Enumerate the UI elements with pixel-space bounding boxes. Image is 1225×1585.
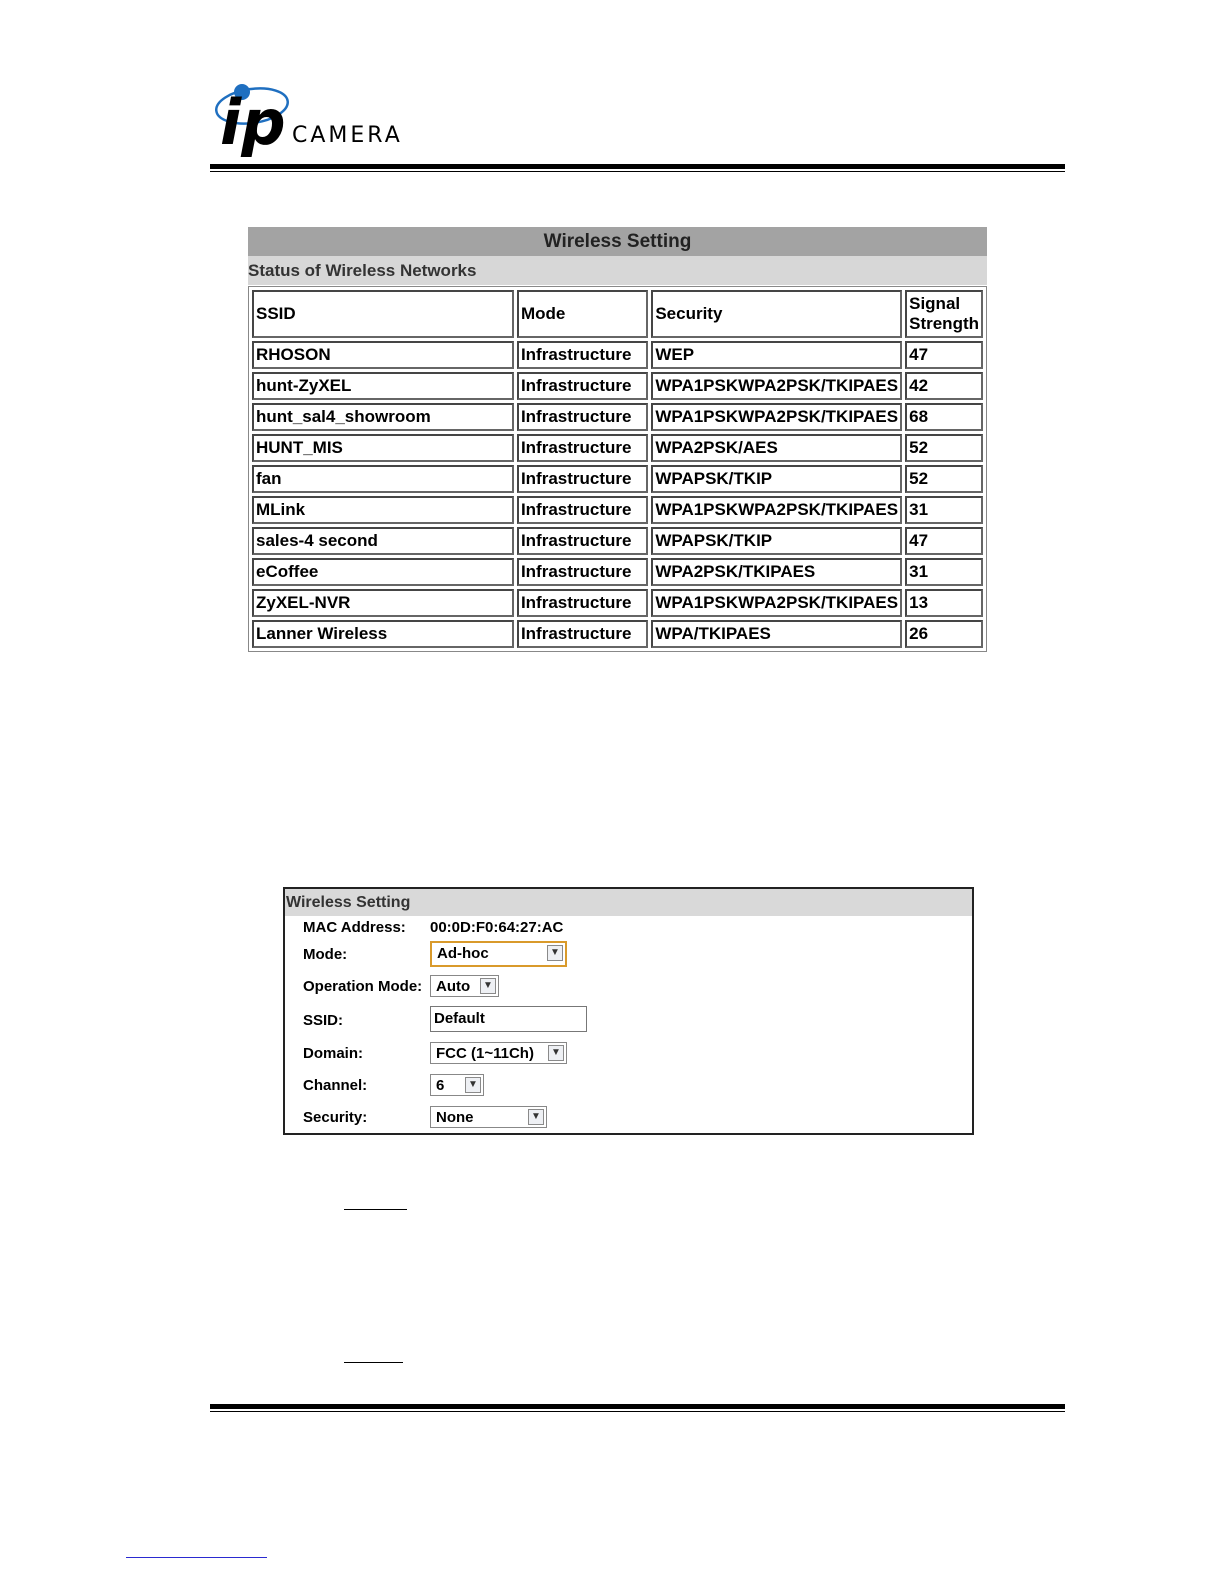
cell-ssid: HUNT_MIS [252, 434, 514, 462]
table-row [252, 589, 983, 617]
chevron-down-icon[interactable]: ▼ [480, 978, 496, 994]
cell-ssid: eCoffee [252, 558, 514, 586]
cell-security: WPA1PSKWPA2PSK/TKIPAES [651, 496, 902, 524]
cell-mode: Infrastructure [517, 372, 648, 400]
table-row [252, 403, 983, 431]
cell-ssid: MLink [252, 496, 514, 524]
underline-mark [344, 1362, 403, 1363]
panel-subtitle: Status of Wireless Networks [248, 256, 987, 285]
table-row [252, 465, 983, 493]
header-rule-thin [210, 171, 1065, 172]
panel-title: Wireless Setting [248, 227, 987, 256]
header-rule [210, 164, 1065, 169]
header-ssid: SSID [252, 290, 514, 338]
mac-label: MAC Address: [303, 919, 406, 936]
form-title: Wireless Setting [285, 889, 972, 916]
svg-text:ip: ip [220, 86, 286, 159]
security-select[interactable] [430, 1106, 547, 1128]
table-row [252, 496, 983, 524]
cell-mode: Infrastructure [517, 403, 648, 431]
cell-mode: Infrastructure [517, 527, 648, 555]
cell-mode: Infrastructure [517, 589, 648, 617]
cell-signal: 52 [905, 465, 983, 493]
header-signal-line1: Signal [909, 294, 961, 313]
cell-ssid: hunt_sal4_showroom [252, 403, 514, 431]
operation-label: Operation Mode: [303, 978, 423, 995]
cell-ssid: sales-4 second [252, 527, 514, 555]
cell-security: WPA2PSK/TKIPAES [651, 558, 902, 586]
cell-ssid: Lanner Wireless [252, 620, 514, 648]
cell-security: WPA2PSK/AES [651, 434, 902, 462]
footer-rule-thin [210, 1411, 1065, 1412]
cell-signal: 42 [905, 372, 983, 400]
security-select-value: None [436, 1109, 474, 1126]
chevron-down-icon[interactable]: ▼ [548, 1045, 564, 1061]
table-row [252, 341, 983, 369]
channel-select-value: 6 [436, 1077, 445, 1094]
cell-mode: Infrastructure [517, 465, 648, 493]
cell-mode: Infrastructure [517, 434, 648, 462]
ssid-input-value: Default [434, 1010, 485, 1027]
cell-security: WPA1PSKWPA2PSK/TKIPAES [651, 589, 902, 617]
chevron-down-icon[interactable]: ▼ [465, 1077, 481, 1093]
operation-mode-select[interactable] [430, 975, 499, 997]
chevron-down-icon[interactable]: ▼ [528, 1109, 544, 1125]
footer-rule [210, 1404, 1065, 1409]
cell-ssid: RHOSON [252, 341, 514, 369]
header-signal-line2: Strength [909, 314, 979, 333]
header-mode: Mode [517, 290, 648, 338]
cell-security: WPA1PSKWPA2PSK/TKIPAES [651, 372, 902, 400]
footer-link-underline[interactable] [126, 1557, 267, 1558]
cell-signal: 47 [905, 527, 983, 555]
ssid-label: SSID: [303, 1012, 344, 1029]
cell-mode: Infrastructure [517, 620, 648, 648]
cell-signal: 68 [905, 403, 983, 431]
cell-signal: 31 [905, 496, 983, 524]
cell-ssid: fan [252, 465, 514, 493]
cell-security: WPAPSK/TKIP [651, 465, 902, 493]
domain-select-value: FCC (1~11Ch) [436, 1045, 534, 1062]
security-label: Security: [303, 1109, 368, 1126]
cell-mode: Infrastructure [517, 558, 648, 586]
wireless-networks-panel [248, 227, 987, 652]
table-row [252, 620, 983, 648]
table-row [252, 558, 983, 586]
ssid-input[interactable] [430, 1006, 587, 1032]
table-row [252, 527, 983, 555]
mode-select[interactable] [430, 941, 567, 967]
logo-text: CAMERA [292, 123, 403, 148]
cell-signal: 13 [905, 589, 983, 617]
mode-select-value: Ad-hoc [437, 945, 489, 962]
domain-select[interactable] [430, 1042, 567, 1064]
cell-signal: 31 [905, 558, 983, 586]
networks-table [248, 286, 987, 652]
chevron-down-icon[interactable]: ▼ [547, 945, 563, 961]
underline-mark [344, 1209, 407, 1210]
cell-signal: 52 [905, 434, 983, 462]
cell-security: WEP [651, 341, 902, 369]
cell-signal: 26 [905, 620, 983, 648]
cell-ssid: ZyXEL-NVR [252, 589, 514, 617]
table-row [252, 372, 983, 400]
table-row [252, 434, 983, 462]
channel-label: Channel: [303, 1077, 368, 1094]
header-security: Security [651, 290, 902, 338]
wireless-setting-form [283, 887, 974, 1135]
ip-camera-logo [214, 78, 454, 168]
header-signal [905, 290, 983, 338]
mac-value: 00:0D:F0:64:27:AC [430, 919, 564, 936]
domain-label: Domain: [303, 1045, 363, 1062]
operation-select-value: Auto [436, 978, 471, 995]
mode-label: Mode: [303, 946, 348, 963]
cell-security: WPAPSK/TKIP [651, 527, 902, 555]
cell-mode: Infrastructure [517, 496, 648, 524]
cell-ssid: hunt-ZyXEL [252, 372, 514, 400]
cell-mode: Infrastructure [517, 341, 648, 369]
table-header-row [252, 290, 983, 338]
cell-security: WPA1PSKWPA2PSK/TKIPAES [651, 403, 902, 431]
cell-signal: 47 [905, 341, 983, 369]
channel-select[interactable] [430, 1074, 484, 1096]
cell-security: WPA/TKIPAES [651, 620, 902, 648]
